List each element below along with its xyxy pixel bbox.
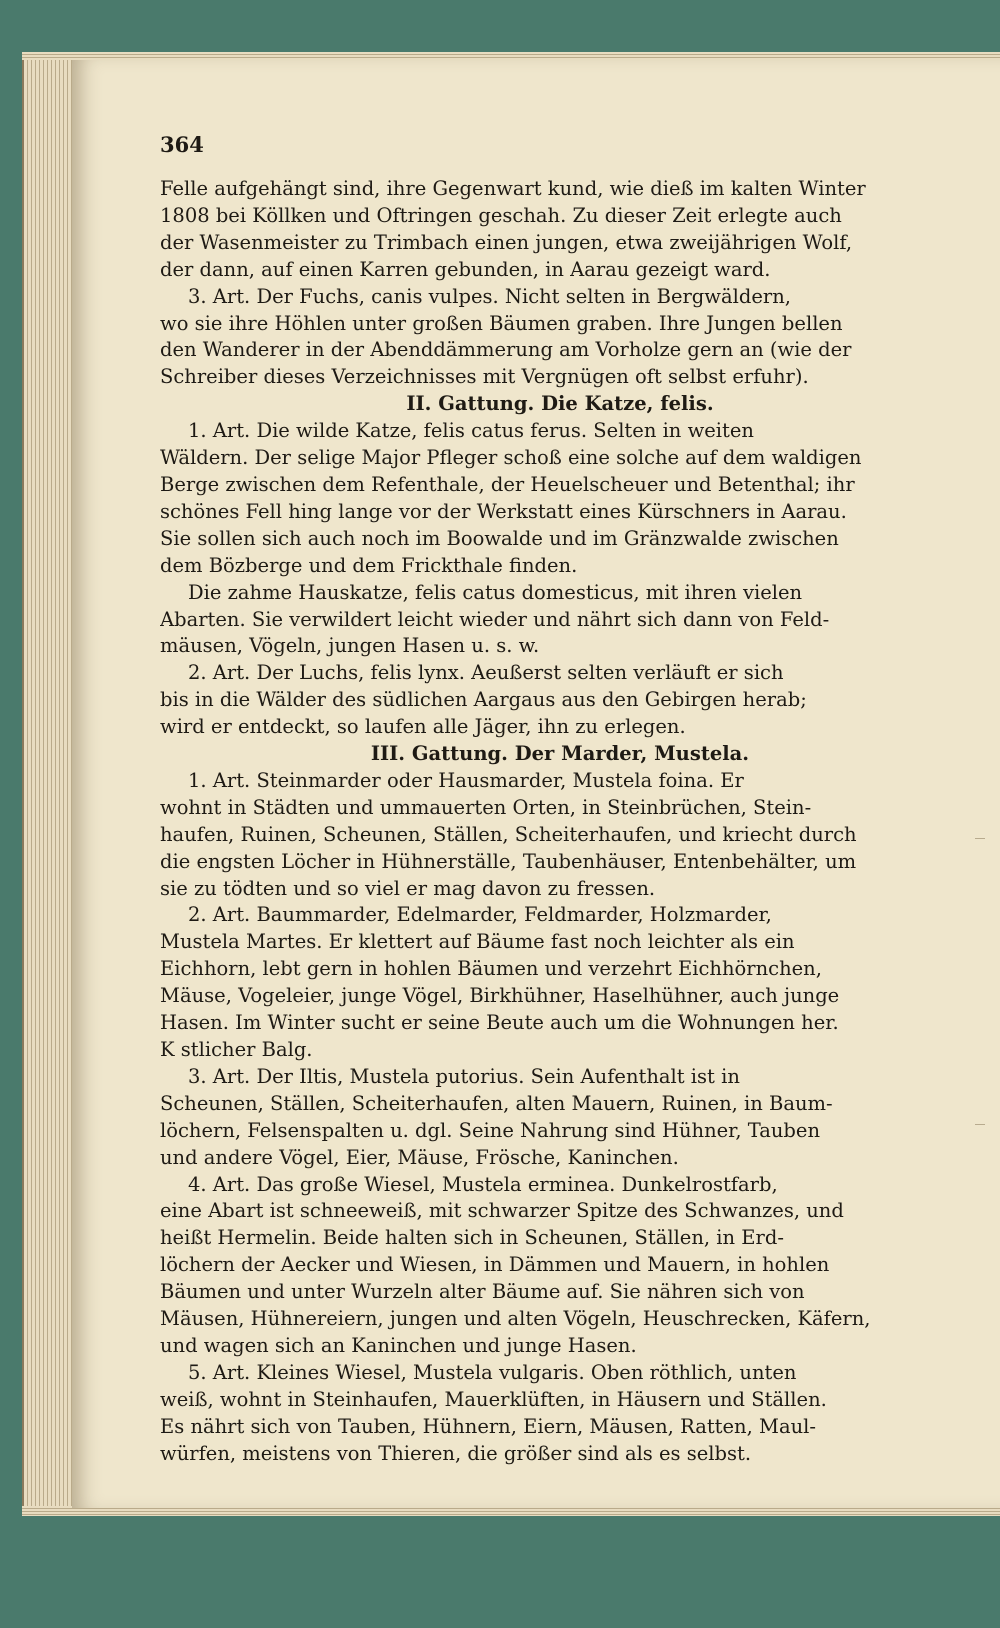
text-line: sie zu tödten und so viel er mag davon zu fressen. bbox=[160, 876, 656, 900]
text-line: wohnt in Städten und ummauerten Orten, in Steinbrüchen, Stein- bbox=[160, 795, 812, 819]
text-line: Eichhorn, lebt gern in hohlen Bäumen und verzehrt Eichhörnchen, bbox=[160, 957, 822, 981]
text-line: Scheunen, Ställen, Scheiterhaufen, alten Mauern, Ruinen, in Baum- bbox=[160, 1091, 833, 1115]
text-line: K stlicher Balg. bbox=[160, 1038, 313, 1061]
text-line: Hasen. Im Winter sucht er seine Beute auch um die Wohnungen her. bbox=[160, 1011, 839, 1035]
text-line: Schreiber dieses Verzeichnisses mit Vergnügen oft selbst erfuhr). bbox=[160, 365, 809, 389]
text-line: 2. Art. Der Luchs, felis lynx. Aeußerst selten verläuft er sich bbox=[188, 661, 784, 685]
text-line: Die zahme Hauskatze, felis catus domesticus, mit ihren vielen bbox=[188, 580, 803, 604]
text-line: die engsten Löcher in Hühnerställe, Taubenhäuser, Entenbehälter, um bbox=[160, 849, 857, 873]
text-line: löchern der Aecker und Wiesen, in Dämmen und Mauern, in hohlen bbox=[160, 1253, 830, 1277]
text-line: bis in die Wälder des südlichen Aargaus aus den Gebirgen herab; bbox=[160, 688, 807, 712]
text-line: Sie sollen sich auch noch im Boowalde und im Gränzwalde zwischen bbox=[160, 526, 839, 550]
text-line: 3. Art. Der Iltis, Mustela putorius. Sein Aufenthalt ist in bbox=[188, 1064, 740, 1088]
text-line: 1. Art. Steinmarder oder Hausmarder, Mustela foina. Er bbox=[188, 768, 744, 792]
text-line: Wäldern. Der selige Major Pfleger schoß eine solche auf dem waldigen bbox=[160, 446, 862, 470]
text-line: der Wasenmeister zu Trimbach einen jungen, etwa zweijährigen Wolf, bbox=[160, 230, 853, 254]
text-line: 4. Art. Das große Wiesel, Mustela erminea. Dunkelrostfarb, bbox=[188, 1172, 778, 1196]
margin-mark bbox=[975, 838, 985, 839]
text-line: 1. Art. Die wilde Katze, felis catus ferus. Selten in weiten bbox=[188, 419, 754, 443]
section-heading: II. Gattung. Die Katze, felis. bbox=[406, 392, 714, 416]
text-line: Abarten. Sie verwildert leicht wieder und nährt sich dann von Feld- bbox=[160, 607, 830, 631]
text-line: würfen, meistens von Thieren, die größer sind als es selbst. bbox=[160, 1441, 752, 1465]
text-line: Mäuse, Vogeleier, junge Vögel, Birkhühner, Haselhühner, auch junge bbox=[160, 984, 840, 1008]
page-number: 364 bbox=[160, 132, 204, 157]
text-line: und andere Vögel, Eier, Mäuse, Frösche, Kaninchen. bbox=[160, 1145, 679, 1169]
page-edges-top bbox=[22, 52, 1000, 60]
text-line: löchern, Felsenspalten u. dgl. Seine Nahrung sind Hühner, Tauben bbox=[160, 1118, 821, 1142]
page-edges-left bbox=[22, 52, 76, 1514]
text-line: weiß, wohnt in Steinhaufen, Mauerklüften, in Häusern und Ställen. bbox=[160, 1387, 827, 1411]
text-line: dem Bözberge und dem Frickthale finden. bbox=[160, 553, 578, 577]
text-line: 2. Art. Baummarder, Edelmarder, Feldmarder, Holzmarder, bbox=[188, 903, 772, 927]
section-heading: III. Gattung. Der Marder, Mustela. bbox=[370, 742, 750, 766]
text-line: haufen, Ruinen, Scheunen, Ställen, Scheiterhaufen, und kriecht durch bbox=[160, 822, 857, 846]
text-line: 1808 bei Köllken und Oftringen geschah. Zu dieser Zeit erlegte auch bbox=[160, 203, 842, 227]
page-text bbox=[160, 176, 960, 1468]
text-line: Bäumen und unter Wurzeln alter Bäume auf. Sie nähren sich von bbox=[160, 1280, 805, 1304]
text-line: schönes Fell hing lange vor der Werkstatt eines Kürschners in Aarau. bbox=[160, 499, 847, 523]
text-line: wo sie ihre Höhlen unter großen Bäumen graben. Ihre Jungen bellen bbox=[160, 311, 843, 335]
text-line: Mustela Martes. Er klettert auf Bäume fast noch leichter als ein bbox=[160, 930, 795, 954]
text-line: eine Abart ist schneeweiß, mit schwarzer Spitze des Schwanzes, und bbox=[160, 1199, 844, 1223]
text-line: und wagen sich an Kaninchen und junge Hasen. bbox=[160, 1333, 637, 1357]
text-line: den Wanderer in der Abenddämmerung am Vorholze gern an (wie der bbox=[160, 338, 852, 362]
text-line: Es nährt sich von Tauben, Hühnern, Eiern, Mäusen, Ratten, Maul- bbox=[160, 1414, 816, 1438]
text-line: 5. Art. Kleines Wiesel, Mustela vulgaris. Oben röthlich, unten bbox=[188, 1360, 797, 1384]
text-line: Felle aufgehängt sind, ihre Gegenwart kund, wie dieß im kalten Winter bbox=[160, 177, 866, 200]
margin-mark bbox=[975, 1124, 985, 1125]
text-line: Mäusen, Hühnereiern, jungen und alten Vögeln, Heuschrecken, Käfern, bbox=[160, 1307, 871, 1331]
text-line: Berge zwischen dem Refenthale, der Heuelscheuer und Betenthal; ihr bbox=[160, 472, 855, 496]
text-line: der dann, auf einen Karren gebunden, in Aarau gezeigt ward. bbox=[160, 257, 771, 281]
text-line: mäusen, Vögeln, jungen Hasen u. s. w. bbox=[160, 634, 540, 658]
text-line: 3. Art. Der Fuchs, canis vulpes. Nicht selten in Bergwäldern, bbox=[188, 284, 791, 308]
text-line: heißt Hermelin. Beide halten sich in Scheunen, Ställen, in Erd- bbox=[160, 1226, 784, 1250]
text-line: wird er entdeckt, so laufen alle Jäger, ihn zu erlegen. bbox=[160, 715, 686, 739]
